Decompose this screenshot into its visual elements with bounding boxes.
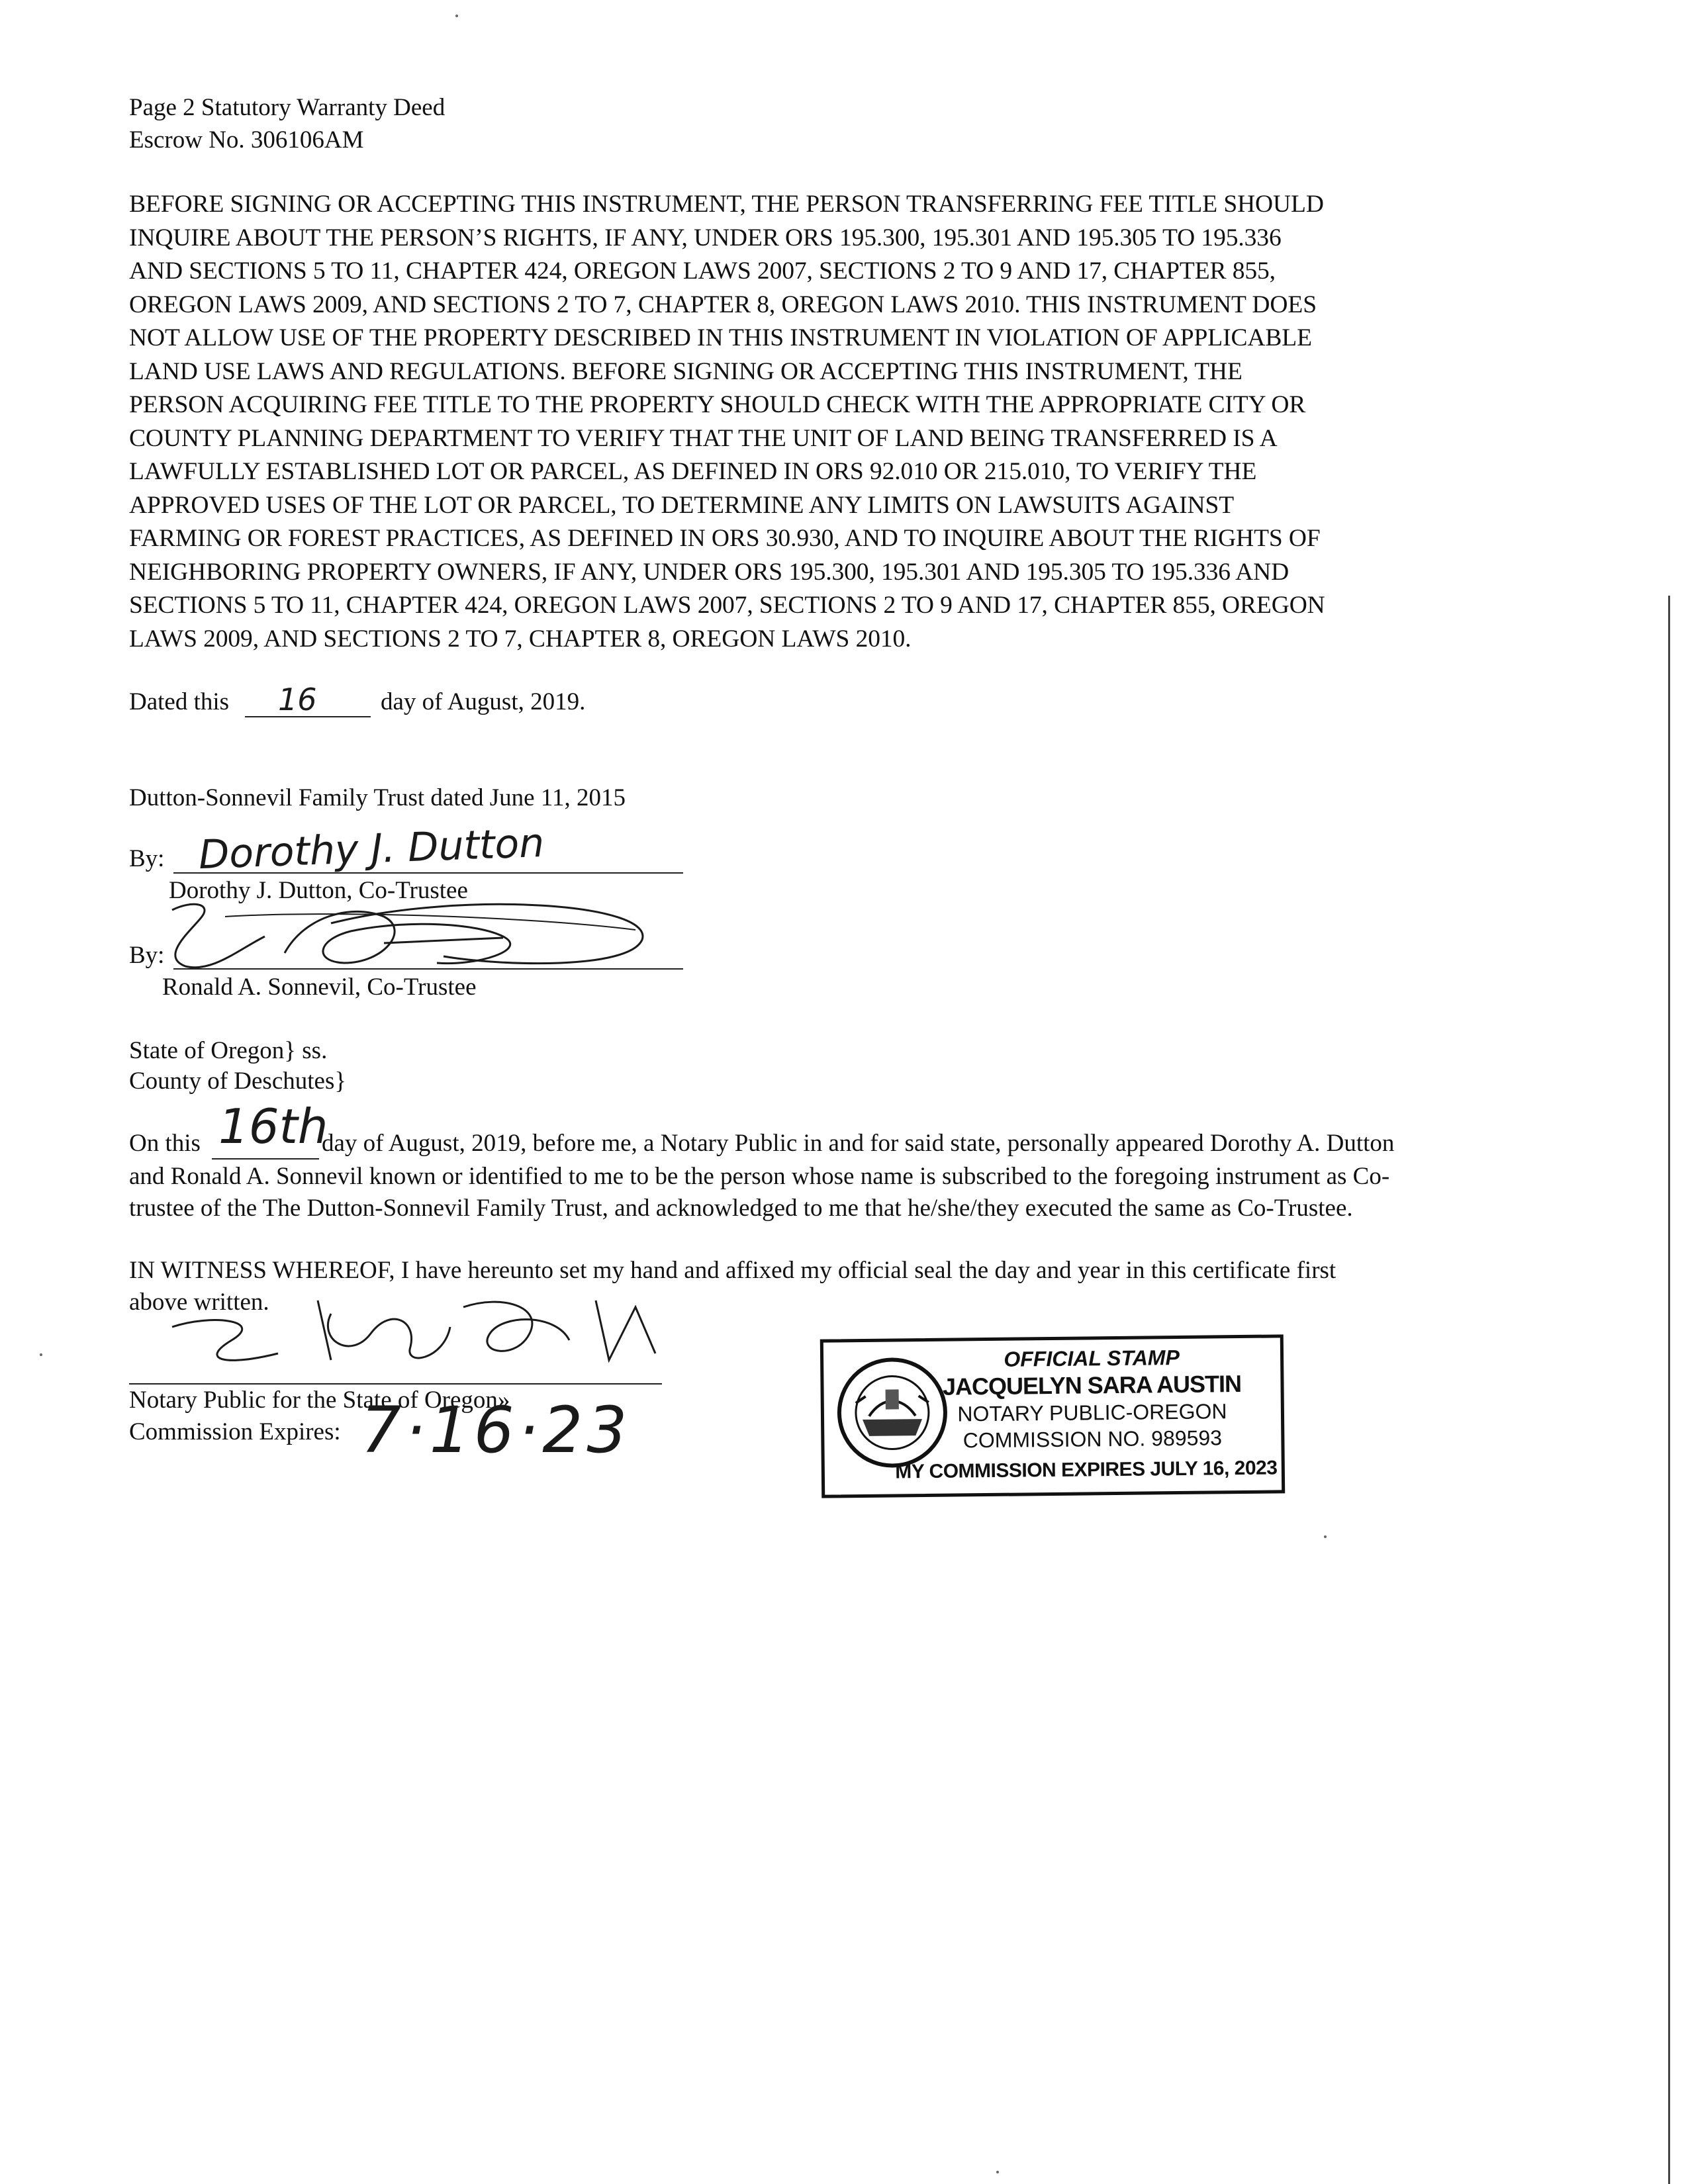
ack-line-2: and Ronald A. Sonnevil known or identified to me to be the person whose name is subscribed to the foregoing instrument as Co- [129, 1163, 1390, 1190]
trust-name: Dutton-Sonnevil Family Trust dated June 11, 2015 [129, 784, 626, 811]
dated-day-handwritten: 16 [278, 682, 317, 717]
scan-speck [455, 15, 458, 17]
commission-expires-label: Commission Expires: [129, 1418, 341, 1445]
by-label-2: By: [129, 942, 165, 969]
escrow-number: Escrow No. 306106AM [129, 126, 364, 154]
stamp-notary-public: NOTARY PUBLIC-OREGON [957, 1399, 1227, 1426]
dated-suffix: day of August, 2019. [381, 688, 586, 715]
signature-dorothy: Dorothy J. Dutton [197, 819, 545, 879]
disclaimer-line: PERSON ACQUIRING FEE TITLE TO THE PROPERTY SHOULD CHECK WITH THE APPROPRIATE CITY OR [129, 391, 1306, 418]
official-stamp [820, 1334, 1285, 1498]
signature-line-2 [173, 968, 683, 970]
witness-line-2: above written. [129, 1289, 269, 1316]
venue-state: State of Oregon} ss. [129, 1037, 328, 1064]
venue-county: County of Deschutes} [129, 1068, 347, 1095]
page-header-title: Page 2 Statutory Warranty Deed [129, 94, 445, 121]
scan-speck [40, 1353, 42, 1356]
statutory-disclaimer [129, 188, 1325, 656]
scan-speck [1324, 1535, 1327, 1538]
ack-line-1: day of August, 2019, before me, a Notary Public in and for said state, personally appeared Dorothy A. Dutton [322, 1130, 1395, 1157]
notary-signature [132, 1287, 675, 1380]
disclaimer-line: OREGON LAWS 2009, AND SECTIONS 2 TO 7, CHAPTER 8, OREGON LAWS 2010. THIS INSTRUMENT DOES [129, 291, 1317, 318]
disclaimer-line: FARMING OR FOREST PRACTICES, AS DEFINED IN ORS 30.930, AND TO INQUIRE ABOUT THE RIGHTS OF [129, 525, 1321, 552]
witness-line-1: IN WITNESS WHEREOF, I have hereunto set my hand and affixed my official seal the day and year in this certificate first [129, 1257, 1336, 1284]
dated-prefix: Dated this [129, 688, 230, 715]
ack-on-this: On this [129, 1130, 201, 1157]
disclaimer-line: LAWFULLY ESTABLISHED LOT OR PARCEL, AS DEFINED IN ORS 92.010 OR 215.010, TO VERIFY THE [129, 458, 1257, 485]
ack-day-handwritten: 16th [218, 1099, 328, 1154]
disclaimer-line: LAND USE LAWS AND REGULATIONS. BEFORE SIGNING OR ACCEPTING THIS INSTRUMENT, THE [129, 357, 1243, 385]
disclaimer-line: APPROVED USES OF THE LOT OR PARCEL, TO DETERMINE ANY LIMITS ON LAWSUITS AGAINST [129, 491, 1235, 519]
by-label-1: By: [129, 845, 165, 872]
signer-2-name: Ronald A. Sonnevil, Co-Trustee [162, 974, 477, 1001]
stamp-commission-expires: MY COMMISSION EXPIRES JULY 16, 2023 [895, 1457, 1278, 1483]
commission-expires-handwritten: 7·16·23 [361, 1393, 632, 1467]
stamp-title: OFFICIAL STAMP [1004, 1345, 1180, 1371]
disclaimer-line: SECTIONS 5 TO 11, CHAPTER 424, OREGON LAWS 2007, SECTIONS 2 TO 9 AND 17, CHAPTER 855, OREGON [129, 592, 1325, 619]
notary-public-label: Notary Public for the State of Oregon» [129, 1387, 510, 1414]
stamp-commission-no: COMMISSION NO. 989593 [962, 1426, 1223, 1453]
scan-edge [1668, 596, 1670, 2184]
scan-speck [996, 2171, 999, 2173]
signer-1-name: Dorothy J. Dutton, Co-Trustee [169, 877, 468, 904]
disclaimer-line: INQUIRE ABOUT THE PERSON’S RIGHTS, IF ANY, UNDER ORS 195.300, 195.301 AND 195.305 TO 195.336 [129, 224, 1282, 251]
stamp-notary-name: JACQUELYN SARA AUSTIN [942, 1370, 1242, 1400]
disclaimer-line: NEIGHBORING PROPERTY OWNERS, IF ANY, UNDER ORS 195.300, 195.301 AND 195.305 TO 195.336 AND [129, 558, 1289, 586]
disclaimer-line: COUNTY PLANNING DEPARTMENT TO VERIFY THAT THE UNIT OF LAND BEING TRANSFERRED IS A [129, 424, 1278, 452]
disclaimer-line: BEFORE SIGNING OR ACCEPTING THIS INSTRUMENT, THE PERSON TRANSFERRING FEE TITLE SHOULD [129, 191, 1324, 218]
disclaimer-line: NOT ALLOW USE OF THE PROPERTY DESCRIBED IN THIS INSTRUMENT IN VIOLATION OF APPLICABLE [129, 324, 1312, 351]
disclaimer-line: AND SECTIONS 5 TO 11, CHAPTER 424, OREGON LAWS 2007, SECTIONS 2 TO 9 AND 17, CHAPTER 855, [129, 257, 1276, 285]
ack-line-3: trustee of the The Dutton-Sonnevil Family Trust, and acknowledged to me that he/she/they executed the same as Co-Trustee. [129, 1195, 1353, 1222]
disclaimer-line: LAWS 2009, AND SECTIONS 2 TO 7, CHAPTER 8, OREGON LAWS 2010. [129, 625, 912, 653]
